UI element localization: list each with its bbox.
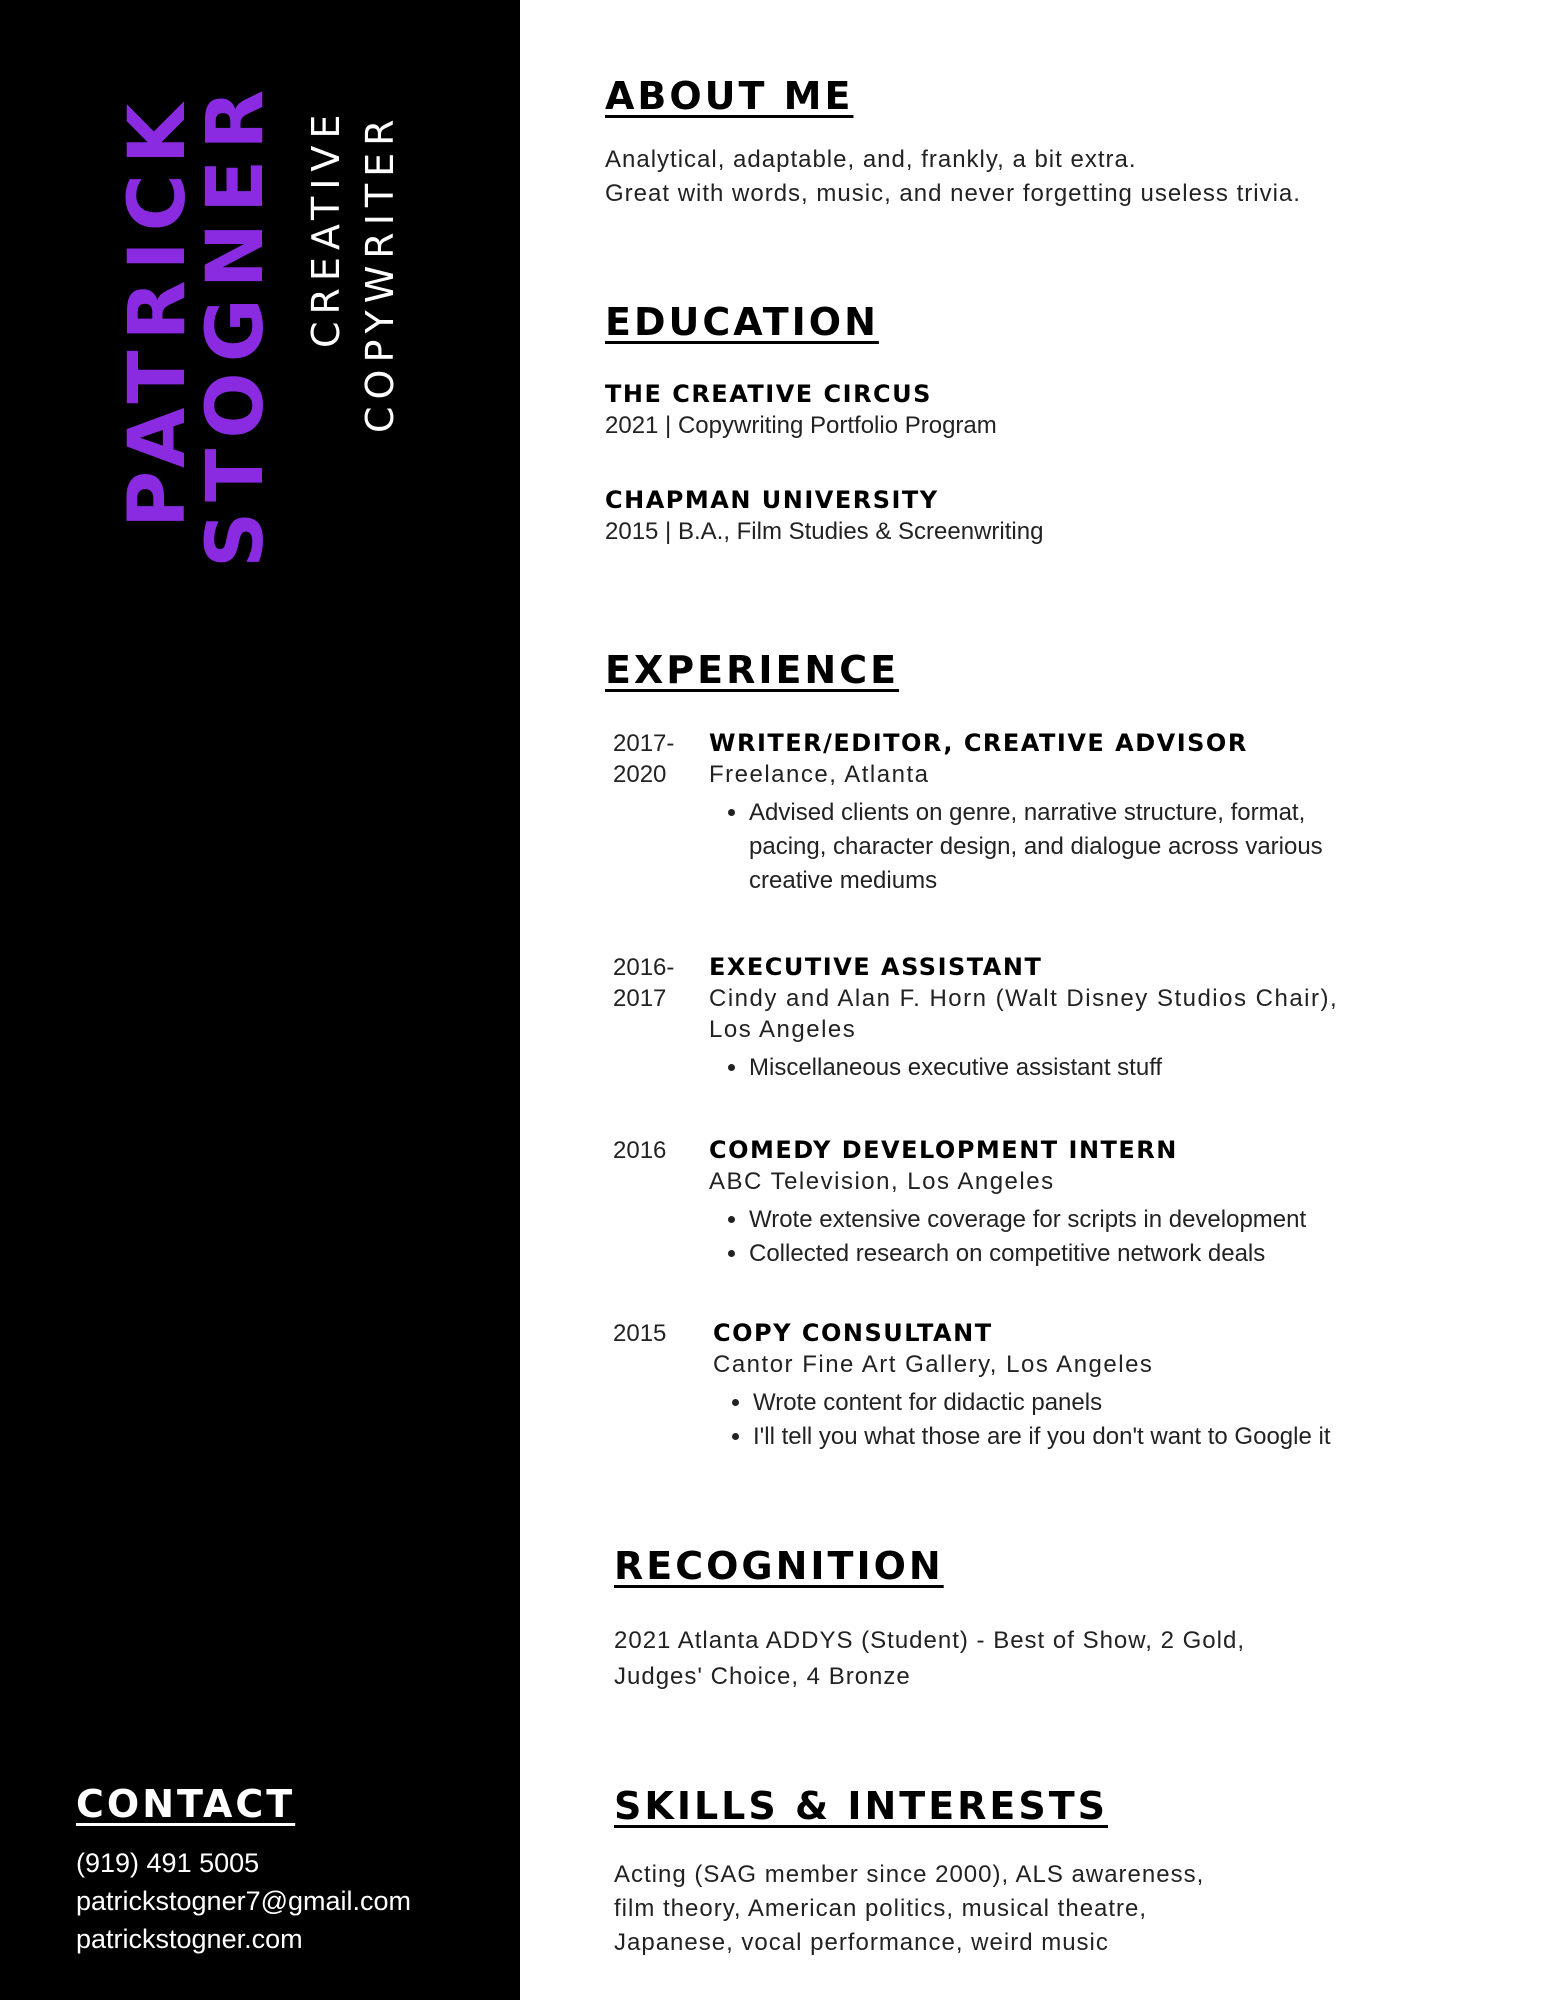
- experience-heading: EXPERIENCE: [605, 648, 900, 692]
- job-bullet: • Miscellaneous executive assistant stuff: [749, 1051, 1409, 1085]
- job-bullets: [709, 1203, 1409, 1271]
- contact-section: [76, 1782, 496, 1958]
- job-role: COPY CONSULTANT: [713, 1319, 993, 1347]
- school-detail: 2015 | B.A., Film Studies & Screenwriting: [605, 518, 1044, 545]
- job-role: COMEDY DEVELOPMENT INTERN: [709, 1136, 1178, 1164]
- job-bullet: • Advised clients on genre, narrative structure, format, pacing, character design, and dialogue across various creative mediums: [749, 796, 1389, 898]
- job-years: [613, 952, 693, 1014]
- job-years: [613, 1135, 693, 1166]
- job-org: Cindy and Alan F. Horn (Walt Disney Studios Chair),: [709, 985, 1339, 1012]
- contact-email[interactable]: patrickstogner7@gmail.com: [76, 1886, 412, 1916]
- recognition-heading: RECOGNITION: [614, 1544, 944, 1588]
- about-line-2: Great with words, music, and never forgetting useless trivia.: [605, 180, 1301, 207]
- job-bullets: [709, 1051, 1409, 1085]
- skills-line-1: Acting (SAG member since 2000), ALS awareness,: [614, 1861, 1205, 1888]
- about-line-1: Analytical, adaptable, and, frankly, a bit extra.: [605, 146, 1137, 173]
- job-years-start: 2016: [613, 1137, 667, 1164]
- name-last: STOGNER: [191, 79, 281, 568]
- education-heading: EDUCATION: [605, 300, 879, 344]
- job-years: [613, 728, 693, 790]
- job-content: [709, 952, 1409, 1085]
- job-org: Freelance, Atlanta: [709, 761, 930, 788]
- job-bullet: • Collected research on competitive network deals: [749, 1237, 1409, 1271]
- sidebar: [0, 0, 520, 2000]
- skills-heading: SKILLS & INTERESTS: [614, 1784, 1109, 1828]
- school-detail: 2021 | Copywriting Portfolio Program: [605, 412, 997, 439]
- skills-line-2: film theory, American politics, musical theatre,: [614, 1895, 1148, 1922]
- job-bullet: • I'll tell you what those are if you don't want to Google it: [753, 1420, 1413, 1454]
- recognition-line-1: 2021 Atlanta ADDYS (Student) - Best of Show, 2 Gold,: [614, 1627, 1245, 1654]
- job-bullet: • Wrote content for didactic panels: [753, 1386, 1413, 1420]
- job-org: Cantor Fine Art Gallery, Los Angeles: [713, 1351, 1154, 1378]
- job-years-start: 2016-: [613, 954, 675, 981]
- name-title-block: [113, 79, 418, 588]
- job-bullets: [709, 796, 1409, 898]
- title-copywriter: COPYWRITER: [358, 112, 402, 433]
- skills-line-3: Japanese, vocal performance, weird music: [614, 1929, 1109, 1956]
- job-org-line-2: Los Angeles: [709, 1016, 857, 1043]
- job-years: [613, 1318, 693, 1349]
- about-heading: ABOUT ME: [605, 74, 854, 118]
- recognition-line-2: Judges' Choice, 4 Bronze: [614, 1663, 911, 1690]
- contact-heading: CONTACT: [76, 1782, 296, 1826]
- contact-website[interactable]: patrickstogner.com: [76, 1924, 303, 1954]
- job-bullet: • Wrote extensive coverage for scripts in development: [749, 1203, 1409, 1237]
- school-name: CHAPMAN UNIVERSITY: [605, 486, 939, 514]
- job-years-end: 2020: [613, 761, 667, 788]
- job-role: EXECUTIVE ASSISTANT: [709, 953, 1043, 981]
- job-years-start: 2015: [613, 1320, 667, 1347]
- school-name: THE CREATIVE CIRCUS: [605, 380, 932, 408]
- job-role: WRITER/EDITOR, CREATIVE ADVISOR: [709, 729, 1248, 757]
- contact-phone[interactable]: (919) 491 5005: [76, 1848, 260, 1878]
- job-content: [713, 1318, 1413, 1454]
- job-years-end: 2017: [613, 985, 667, 1012]
- job-content: [709, 1135, 1409, 1271]
- job-org: ABC Television, Los Angeles: [709, 1168, 1055, 1195]
- name-first: PATRICK: [113, 93, 203, 528]
- job-bullets: [713, 1386, 1413, 1454]
- job-years-start: 2017-: [613, 730, 675, 757]
- job-content: [709, 728, 1409, 898]
- title-creative: CREATIVE: [304, 107, 348, 348]
